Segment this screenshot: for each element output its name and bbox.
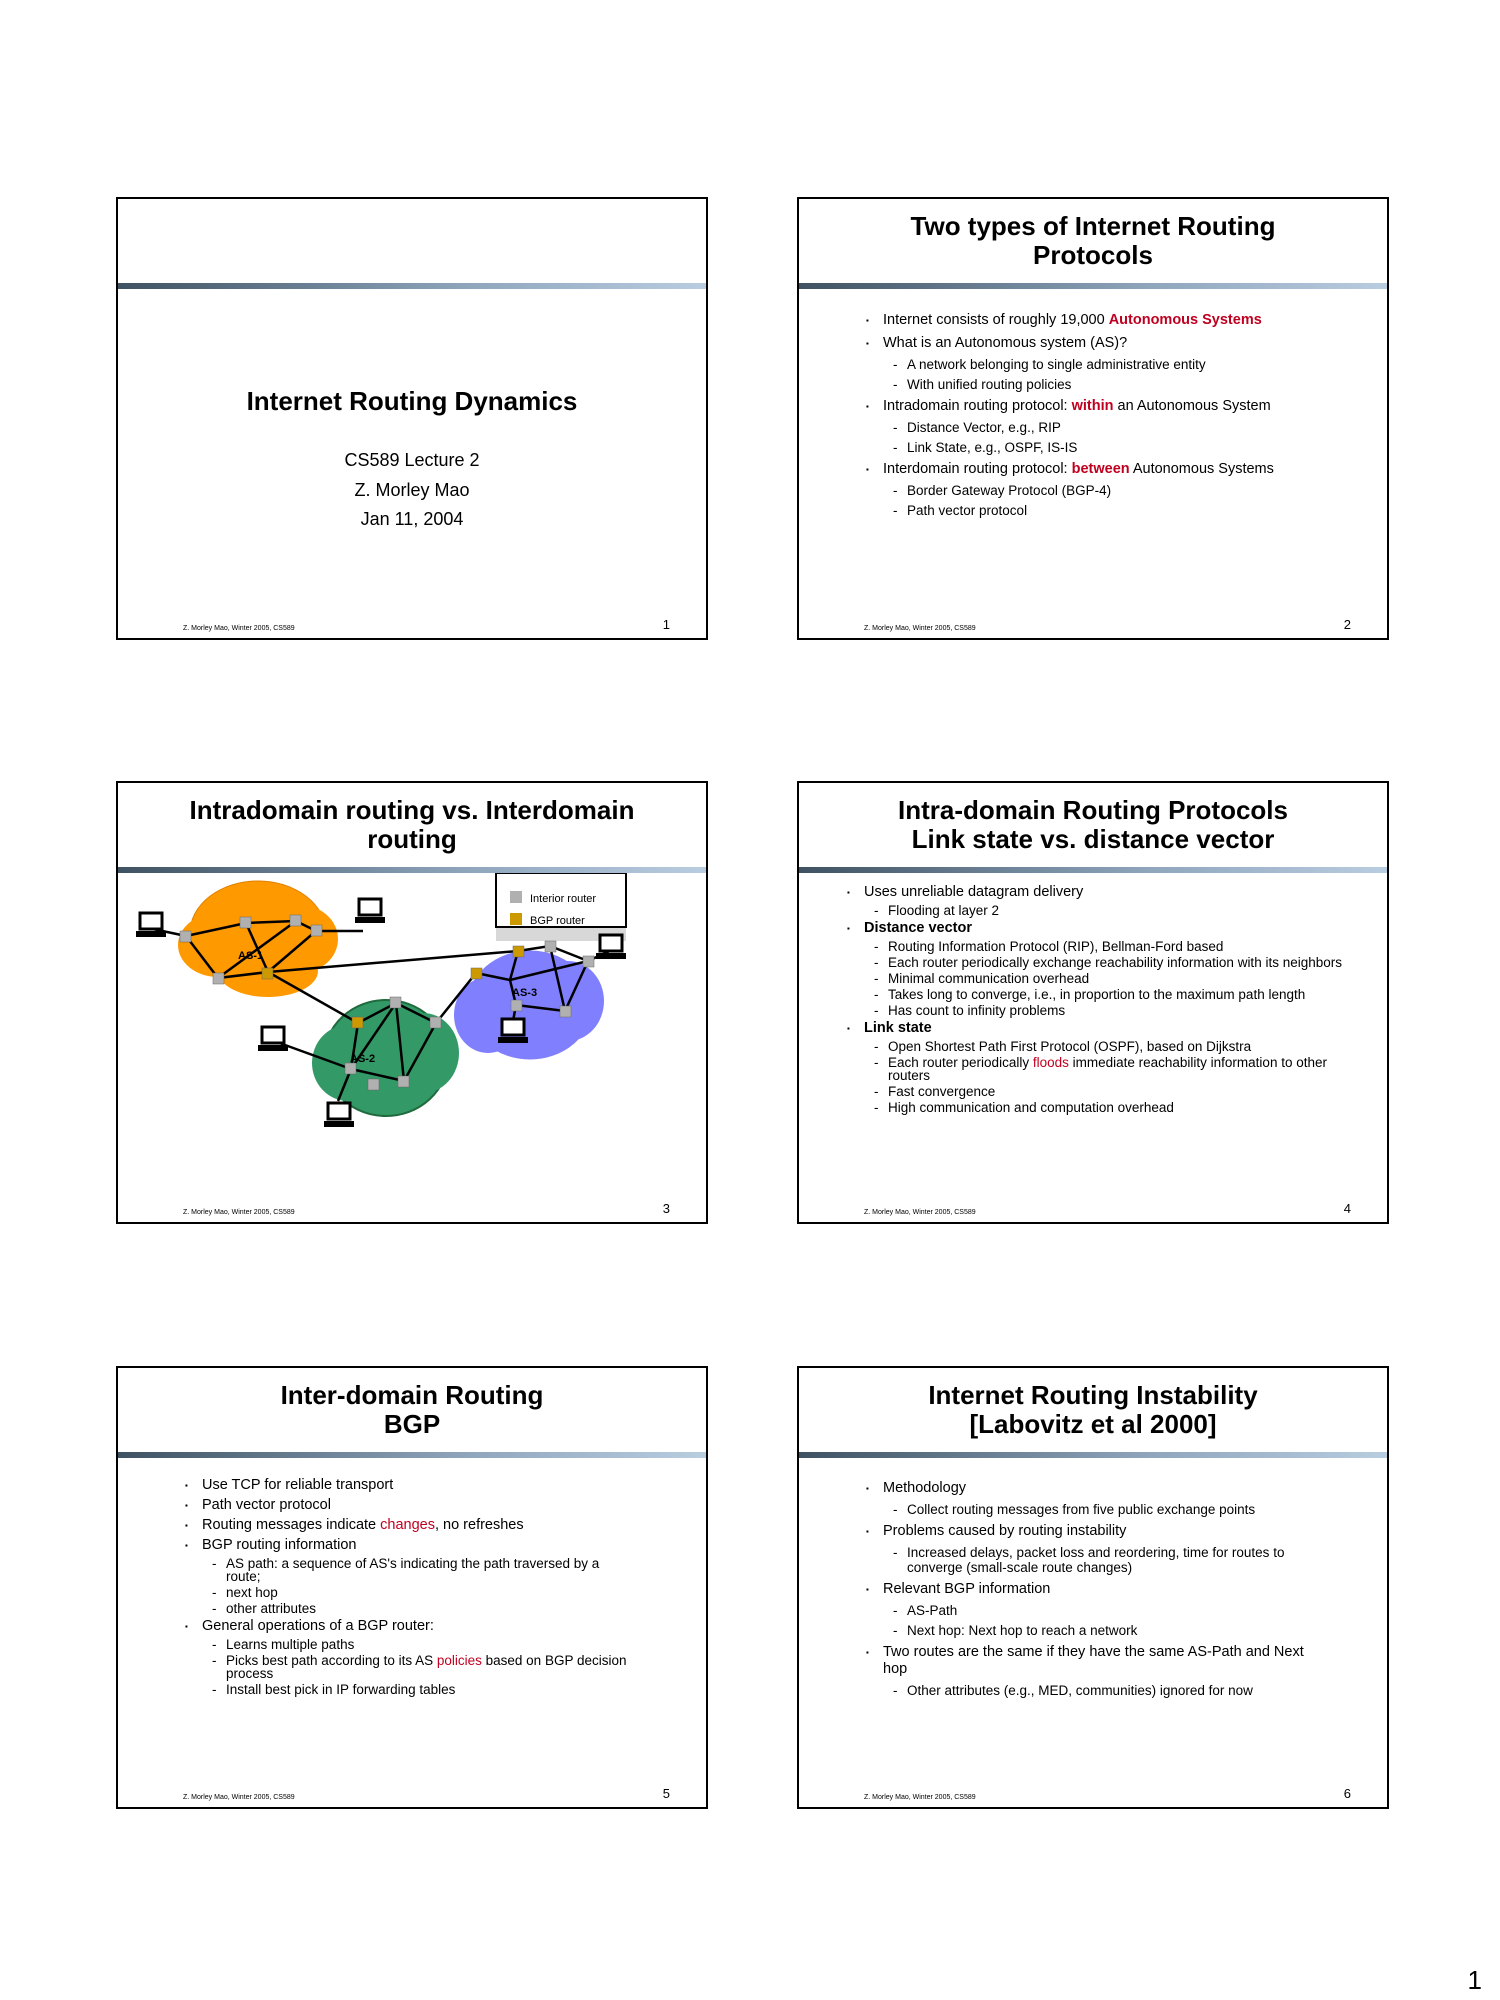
slide-number: 2 xyxy=(1343,617,1351,632)
sub-bullet: - Minimal communication overhead xyxy=(846,972,1346,985)
bullet: ▪ BGP routing information xyxy=(184,1537,634,1554)
slide-5 xyxy=(116,1366,708,1809)
sub-bullet: - Each router periodically floods immediate reachability information to other routers xyxy=(846,1056,1346,1082)
sub-bullet: - Learns multiple paths xyxy=(184,1638,634,1651)
bullet: ▪ Routing messages indicate changes, no refreshes xyxy=(184,1517,634,1534)
sub-bullet: - other attributes xyxy=(184,1602,634,1615)
slide-2 xyxy=(797,197,1389,640)
bullet: ▪ Internet consists of roughly 19,000 Autonomous Systems xyxy=(865,312,1335,329)
interior-router-icon xyxy=(583,956,594,967)
bullet: ▪ General operations of a BGP router: xyxy=(184,1618,634,1635)
bullet: ▪ Distance vector xyxy=(846,920,1346,937)
title-line-1: Intradomain routing vs. Interdomain xyxy=(189,795,635,825)
slide-number: 5 xyxy=(662,1786,670,1801)
interior-router-icon xyxy=(311,925,322,936)
slide-body xyxy=(865,1474,1305,1698)
computer-icon xyxy=(258,1027,288,1051)
sub-bullet: - Collect routing messages from five public exchange points xyxy=(865,1502,1305,1517)
sub-bullet: - Each router periodically exchange reachability information with its neighbors xyxy=(846,956,1346,969)
slide-title: Internet Routing Dynamics xyxy=(246,386,578,416)
slide-1 xyxy=(116,197,708,640)
slide-number: 4 xyxy=(1343,1201,1351,1216)
interior-router-icon xyxy=(180,931,191,942)
title-line-2: Link state vs. distance vector xyxy=(911,824,1275,854)
slide-title xyxy=(118,1368,706,1452)
page-number: 1 xyxy=(1467,1965,1482,1995)
bullet: ▪ Path vector protocol xyxy=(184,1497,634,1514)
computer-icon xyxy=(498,1019,528,1043)
bullet: ▪ Methodology xyxy=(865,1480,1305,1497)
slide-date: Jan 11, 2004 xyxy=(360,509,464,529)
slide-footer: Z. Morley Mao, Winter 2005, CS589 xyxy=(864,1794,976,1801)
bullet: ▪ Link state xyxy=(846,1020,1346,1037)
slide-body xyxy=(846,881,1346,1114)
interior-router-icon xyxy=(290,915,301,926)
sub-bullet: - Other attributes (e.g., MED, communities) ignored for now xyxy=(865,1683,1305,1698)
title-line-1: Inter-domain Routing xyxy=(280,1380,544,1410)
title-line-1: Two types of Internet Routing xyxy=(910,211,1276,241)
sub-bullet: - Path vector protocol xyxy=(865,503,1335,518)
sub-bullet: - AS-Path xyxy=(865,1603,1305,1618)
slide-footer: Z. Morley Mao, Winter 2005, CS589 xyxy=(864,625,976,632)
bullet: ▪ Use TCP for reliable transport xyxy=(184,1477,634,1494)
slide-body xyxy=(184,1474,634,1696)
legend-bgp-label: BGP router xyxy=(530,915,585,927)
slide-6 xyxy=(797,1366,1389,1809)
slide-4 xyxy=(797,781,1389,1224)
title-line-2: routing xyxy=(367,824,457,854)
title-line-2: BGP xyxy=(383,1409,441,1439)
interior-router-icon xyxy=(545,941,556,952)
sub-bullet: - Has count to infinity problems xyxy=(846,1004,1346,1017)
bullet: ▪ Relevant BGP information xyxy=(865,1581,1305,1598)
sub-bullet: - Routing Information Protocol (RIP), Bellman-Ford based xyxy=(846,940,1346,953)
legend-interior-label: Interior router xyxy=(530,893,597,905)
title-rule xyxy=(799,1452,1387,1458)
sub-bullet: - Takes long to converge, i.e., in proportion to the maximum path length xyxy=(846,988,1346,1001)
interior-router-icon xyxy=(390,997,401,1008)
sub-bullet: - Next hop: Next hop to reach a network xyxy=(865,1623,1305,1638)
bgp-router-icon xyxy=(262,968,273,979)
bgp-router-icon xyxy=(513,946,524,957)
slide-footer: Z. Morley Mao, Winter 2005, CS589 xyxy=(183,625,295,632)
as3-cloud xyxy=(454,949,604,1061)
slide-number: 1 xyxy=(662,617,670,632)
interior-router-icon xyxy=(510,891,522,903)
title-rule xyxy=(799,283,1387,289)
bullet: ▪ Interdomain routing protocol: between Autonomous Systems xyxy=(865,461,1335,478)
slide-footer: Z. Morley Mao, Winter 2005, CS589 xyxy=(864,1209,976,1216)
bgp-router-icon xyxy=(510,913,522,925)
sub-bullet: - Install best pick in IP forwarding tables xyxy=(184,1683,634,1696)
interior-router-icon xyxy=(213,973,224,984)
sub-bullet: - Distance Vector, e.g., RIP xyxy=(865,420,1335,435)
slide-body xyxy=(865,306,1335,518)
interior-router-icon xyxy=(240,917,251,928)
slide-title xyxy=(799,199,1387,283)
sub-bullet: - Picks best path according to its AS policies based on BGP decision process xyxy=(184,1654,634,1680)
slide-3 xyxy=(116,781,708,1224)
computer-icon xyxy=(324,1103,354,1127)
sub-bullet: - AS path: a sequence of AS's indicating the path traversed by a route; xyxy=(184,1557,634,1583)
bullet: ▪ Intradomain routing protocol: within an Autonomous System xyxy=(865,398,1335,415)
sub-bullet: - Fast convergence xyxy=(846,1085,1346,1098)
sub-bullet: - High communication and computation overhead xyxy=(846,1101,1346,1114)
slide-footer: Z. Morley Mao, Winter 2005, CS589 xyxy=(183,1794,295,1801)
slide-title xyxy=(799,783,1387,867)
slide-course: CS589 Lecture 2 xyxy=(344,450,480,470)
sub-bullet: - Flooding at layer 2 xyxy=(846,904,1346,917)
interior-router-icon xyxy=(398,1076,409,1087)
as2-label: AS-2 xyxy=(350,1053,376,1065)
title-rule xyxy=(118,1452,706,1458)
sub-bullet: - Open Shortest Path First Protocol (OSPF), based on Dijkstra xyxy=(846,1040,1346,1053)
as3-label: AS-3 xyxy=(512,987,538,999)
as1-cloud xyxy=(178,881,338,997)
slide-author: Z. Morley Mao xyxy=(354,480,470,500)
computer-icon xyxy=(355,899,385,923)
computer-icon xyxy=(596,935,626,959)
interior-router-icon xyxy=(511,1000,522,1011)
title-line-1: Intra-domain Routing Protocols xyxy=(898,795,1288,825)
sub-bullet: - next hop xyxy=(184,1586,634,1599)
slide-number: 6 xyxy=(1343,1786,1351,1801)
bullet: ▪ Two routes are the same if they have the same AS-Path and Next hop xyxy=(865,1644,1305,1678)
title-rule xyxy=(799,867,1387,873)
sub-bullet: - Increased delays, packet loss and reordering, time for routes to converge (small-scale route changes) xyxy=(865,1545,1305,1575)
bgp-router-icon xyxy=(352,1017,363,1028)
as1-label: AS-1 xyxy=(238,950,264,962)
interior-router-icon xyxy=(368,1079,379,1090)
title-rule xyxy=(118,283,706,289)
title-line-2: Protocols xyxy=(1033,240,1153,270)
as-network-diagram xyxy=(118,873,706,1213)
slide-footer: Z. Morley Mao, Winter 2005, CS589 xyxy=(183,1209,295,1216)
bullet: ▪ Uses unreliable datagram delivery xyxy=(846,884,1346,901)
sub-bullet: - A network belonging to single administrative entity xyxy=(865,357,1335,372)
slide-title xyxy=(118,783,706,867)
interior-router-icon xyxy=(560,1006,571,1017)
title-line-1: Internet Routing Instability xyxy=(928,1380,1258,1410)
sub-bullet: - Link State, e.g., OSPF, IS-IS xyxy=(865,440,1335,455)
legend xyxy=(496,873,626,941)
bgp-router-icon xyxy=(471,968,482,979)
bullet: ▪ What is an Autonomous system (AS)? xyxy=(865,335,1335,352)
slide-title xyxy=(799,1368,1387,1452)
sub-bullet: - Border Gateway Protocol (BGP-4) xyxy=(865,483,1335,498)
bullet: ▪ Problems caused by routing instability xyxy=(865,1523,1305,1540)
slide-number: 3 xyxy=(662,1201,670,1216)
title-line-2: [Labovitz et al 2000] xyxy=(969,1409,1217,1439)
computer-icon xyxy=(136,913,166,937)
sub-bullet: - With unified routing policies xyxy=(865,377,1335,392)
interior-router-icon xyxy=(430,1017,441,1028)
